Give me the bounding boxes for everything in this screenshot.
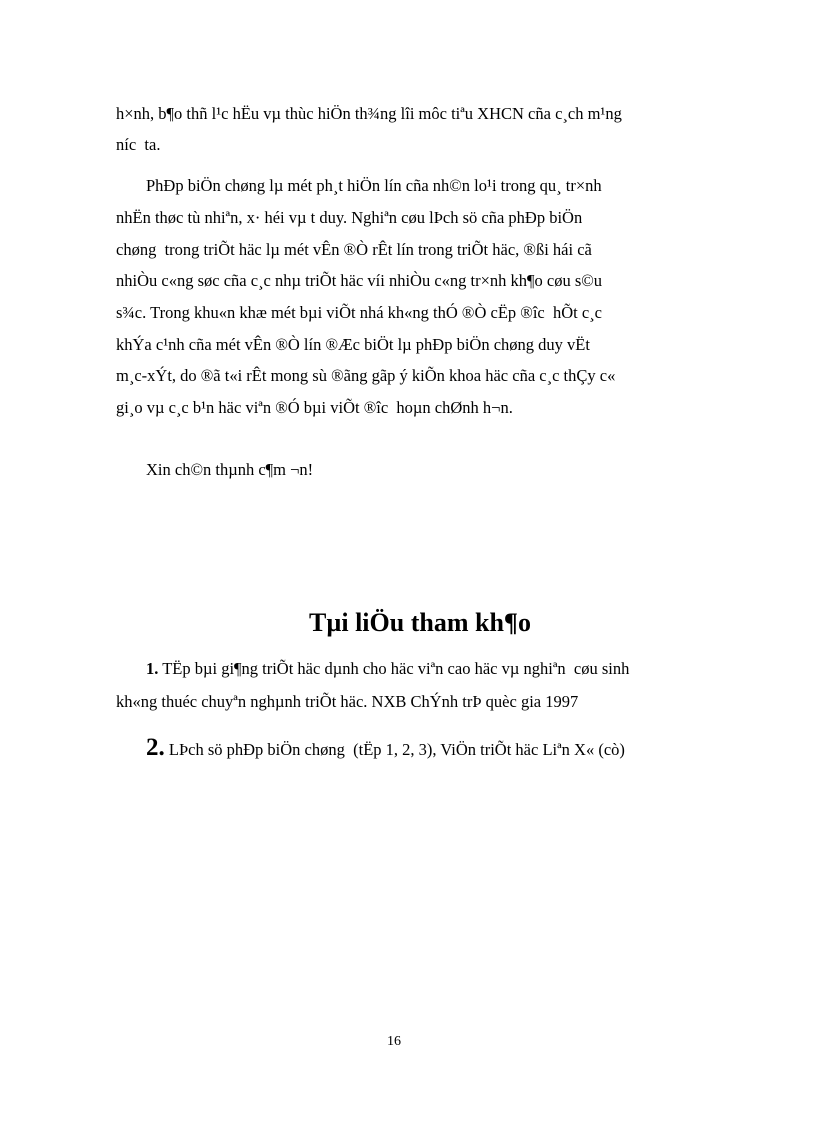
reference-item-1 [146,659,629,679]
reference-2-number: 2. [146,734,165,761]
paragraph2-line-3: chøng trong triÕt häc lµ mét vÊn ®Ò rÊt lín trong triÕt häc, ®ßi hái cã [116,240,592,259]
paragraph2-line-5: s¾c. Trong khu«n khæ mét bµi viÕt nhá kh«ng thÓ ®Ò cËp ®îc hÕt c¸c [116,303,603,322]
reference-2-text: LÞch sö phÐp biÖn chøng (tËp 1, 2, 3), ViÖn triÕt häc Liªn X« (cò) [164,740,625,759]
paragraph2-line-8: gi¸o vµ c¸c b¹n häc viªn ®Ó bµi viÕt ®îc hoµn chØnh h¬n. [116,398,513,417]
reference-1-line-2: kh«ng thuéc chuyªn nghµnh triÕt häc. NXB ChÝnh trÞ quèc gia 1997 [116,692,579,711]
paragraph1-line-2: níc ta. [116,135,161,154]
reference-1-line-1: TËp bµi gi¶ng triÕt häc dµnh cho häc viªn cao häc vµ nghiªn cøu sinh [158,659,630,678]
paragraph2-line-4: nhiÒu c«ng søc cña c¸c nhµ triÕt häc víi nhiÒu c«ng tr×nh kh¶o cøu s©u [116,271,603,290]
paragraph2-line-1: PhÐp biÖn chøng lµ mét ph¸t hiÖn lín cña nh©n lo¹i trong qu¸ tr×nh [146,176,602,195]
reference-item-2 [146,734,625,762]
paragraph2-line-2: nhËn thøc tù nhiªn, x· héi vµ t duy. Nghiªn cøu lÞch sö cña phÐp biÖn [116,208,583,227]
closing-text: Xin ch©n thµnh c¶m ¬n! [146,460,314,479]
paragraph2-line-6: khÝa c¹nh cña mét vÊn ®Ò lín ®Æc biÖt lµ phÐp biÖn chøng duy vËt [116,335,590,354]
reference-1-number: 1. [146,659,159,678]
references-heading: Tµi liÖu tham kh¶o [309,608,531,637]
page-number: 16 [387,1034,401,1049]
paragraph1-line-1: h×nh, b¶o thñ l¹c hËu vµ thùc hiÖn th¾ng lîi môc tiªu XHCN cña c¸ch m¹ng [116,104,622,123]
paragraph2-line-7: m¸c-xÝt, do ®ã t«i rÊt mong sù ®ãng gãp ý kiÕn khoa häc cña c¸c thÇy c« [116,366,616,385]
